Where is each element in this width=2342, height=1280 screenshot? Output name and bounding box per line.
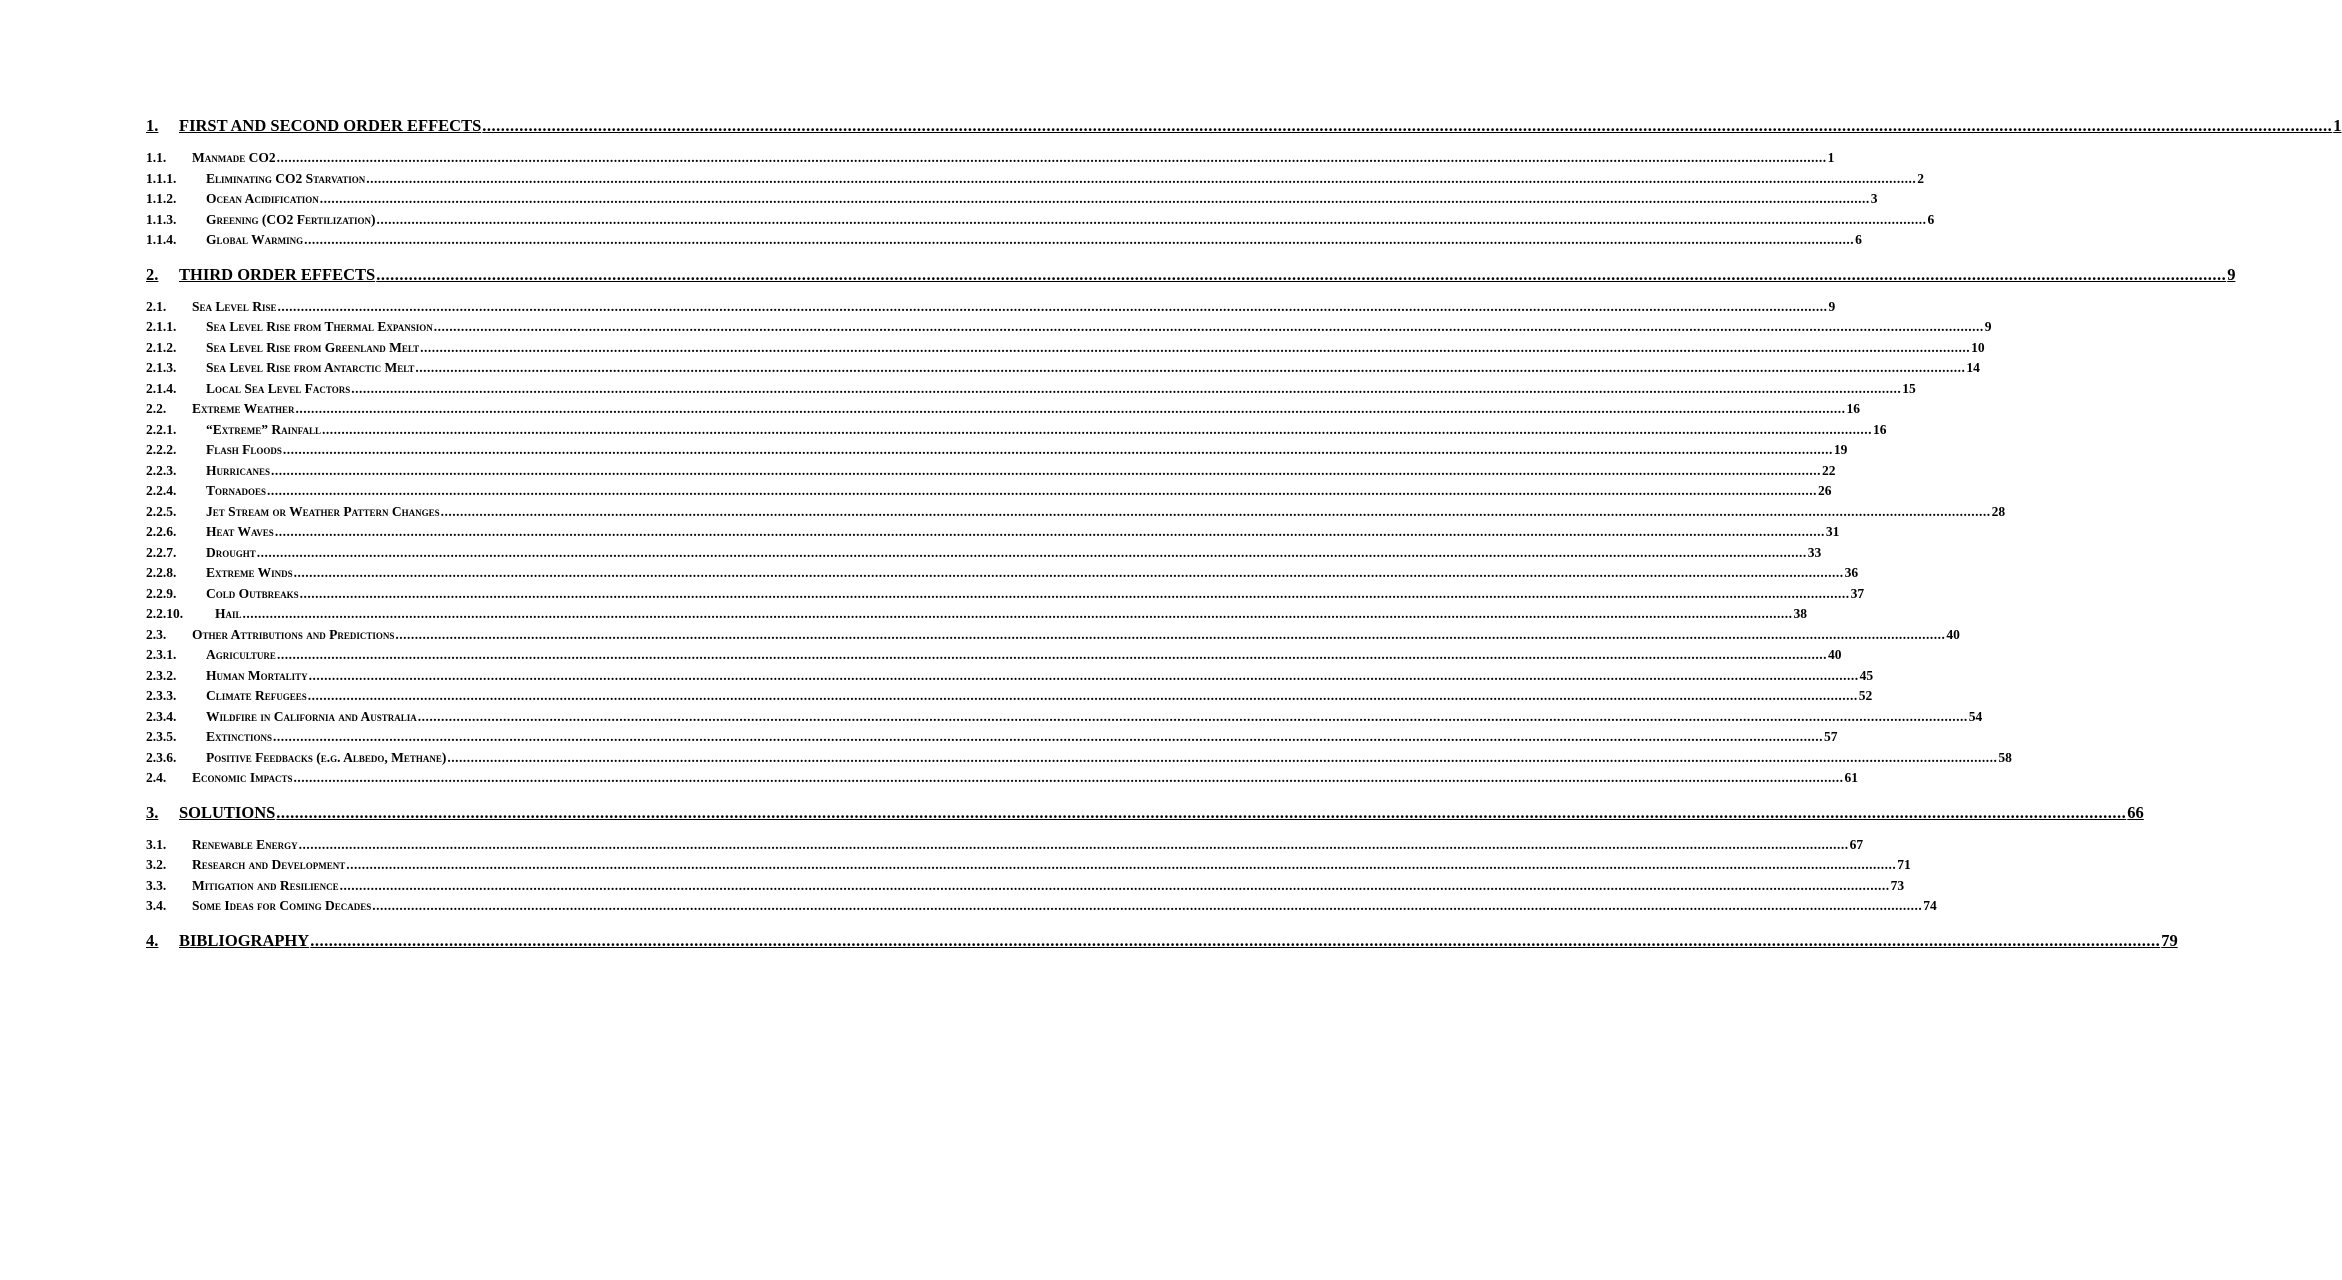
entry-title: Eliminating CO2 Starvation <box>206 170 366 186</box>
entry-title: Ocean Acidification <box>206 191 319 206</box>
toc-entry[interactable] <box>146 461 1836 482</box>
page-number: 36 <box>1844 565 1859 580</box>
page-number: 40 <box>1827 647 1842 662</box>
toc-entry[interactable] <box>146 876 1905 897</box>
entry-number: 2.1.2. <box>146 339 177 355</box>
entry-number: 2.1.3. <box>146 360 177 375</box>
toc-entry[interactable] <box>146 420 1887 441</box>
toc-entry[interactable] <box>146 707 1983 728</box>
toc-entry[interactable] <box>146 604 1808 625</box>
entry-title: Tornadoes <box>206 483 267 498</box>
entry-number: 2.2. <box>146 401 167 416</box>
page-number: 6 <box>1855 232 1862 247</box>
entry-title: Manmade CO2 <box>192 150 276 165</box>
table-of-contents <box>146 116 2342 955</box>
entry-number: 2.3.5. <box>146 729 177 744</box>
dot-leader: ................................................................................................................................................................................................................................................................................................................................................................................................................ <box>319 191 1870 206</box>
entry-number: 2.2.10. <box>146 606 184 621</box>
entry-title: Some Ideas for Coming Decades <box>192 898 372 913</box>
toc-entry[interactable] <box>146 896 1937 917</box>
dot-leader: ................................................................................................................................................................................................................................................................................................................................................................................................................ <box>276 150 1827 165</box>
page-number: 54 <box>1968 708 1983 724</box>
entry-title: Heat Waves <box>206 524 274 539</box>
page-number: 45 <box>1859 667 1874 683</box>
dot-leader: ................................................................................................................................................................................................................................................................................................................................................................................................................ <box>433 319 1984 334</box>
dot-leader: ................................................................................................................................................................................................................................................................................................................................................................................................................ <box>482 116 2333 135</box>
page-number: 26 <box>1818 483 1832 498</box>
entry-number: 2.3.6. <box>146 749 177 765</box>
dot-leader: ................................................................................................................................................................................................................................................................................................................................................................................................................ <box>304 232 1855 247</box>
toc-entry[interactable] <box>146 210 1935 231</box>
page-number: 61 <box>1844 770 1858 785</box>
entry-number: 2.3.3. <box>146 688 177 703</box>
toc-entry[interactable] <box>146 563 1859 584</box>
page-number: 73 <box>1890 877 1905 893</box>
page-number: 37 <box>1850 585 1865 601</box>
entry-number: 3.1. <box>146 836 167 852</box>
entry-number: 2.3.2. <box>146 667 177 683</box>
page-number: 66 <box>2127 802 2144 822</box>
page-number: 71 <box>1897 857 1911 872</box>
toc-entry[interactable] <box>146 399 1860 420</box>
toc-entry[interactable] <box>146 379 1916 400</box>
entry-title: Jet Stream or Weather Pattern Changes <box>206 503 440 519</box>
dot-leader: ................................................................................................................................................................................................................................................................................................................................................................................................................ <box>420 339 1971 355</box>
page-number: 10 <box>1971 339 1985 355</box>
page-number: 9 <box>2227 264 2236 284</box>
toc-entry[interactable] <box>146 727 1838 748</box>
entry-title: Other Attributions and Predictions <box>192 626 395 642</box>
page-number: 22 <box>1822 462 1836 478</box>
dot-leader: ................................................................................................................................................................................................................................................................................................................................................................................................................ <box>299 585 1850 601</box>
toc-entry[interactable] <box>146 189 1878 210</box>
entry-number: 2.1.4. <box>146 380 177 396</box>
dot-leader: ................................................................................................................................................................................................................................................................................................................................................................................................................ <box>307 688 1858 703</box>
page-number: 15 <box>1902 380 1916 396</box>
toc-entry[interactable] <box>146 338 1985 359</box>
page-number: 40 <box>1946 626 1960 642</box>
toc-entry[interactable] <box>146 169 1925 190</box>
section-title: THIRD ORDER EFFECTS <box>179 264 376 284</box>
entry-title: Mitigation and Resilience <box>192 877 339 893</box>
dot-leader: ................................................................................................................................................................................................................................................................................................................................................................................................................ <box>293 770 1844 785</box>
dot-leader: ................................................................................................................................................................................................................................................................................................................................................................................................................ <box>310 930 2161 950</box>
dot-leader: ................................................................................................................................................................................................................................................................................................................................................................................................................ <box>276 647 1827 662</box>
entry-title: Extinctions <box>206 729 273 744</box>
dot-leader: ................................................................................................................................................................................................................................................................................................................................................................................................................ <box>242 606 1793 621</box>
page-number: 19 <box>1833 442 1848 457</box>
toc-section-heading[interactable] <box>146 802 2144 827</box>
toc-entry[interactable] <box>146 148 1835 169</box>
entry-title: Positive Feedbacks (e.g. Albedo, Methane) <box>206 749 447 765</box>
entry-number: 2.2.3. <box>146 462 177 478</box>
toc-entry[interactable] <box>146 522 1840 543</box>
entry-number: 2.2.6. <box>146 524 177 539</box>
page-number: 38 <box>1793 606 1808 621</box>
toc-entry[interactable] <box>146 584 1865 605</box>
dot-leader: ................................................................................................................................................................................................................................................................................................................................................................................................................ <box>339 877 1890 893</box>
entry-number: 2.1.1. <box>146 319 177 334</box>
page-number: 67 <box>1849 836 1864 852</box>
entry-title: Cold Outbreaks <box>206 585 299 601</box>
dot-leader: ................................................................................................................................................................................................................................................................................................................................................................................................................ <box>372 898 1923 913</box>
page-number: 9 <box>1828 298 1836 314</box>
section-title: BIBLIOGRAPHY <box>179 930 310 950</box>
entry-number: 2.3. <box>146 626 167 642</box>
dot-leader: ................................................................................................................................................................................................................................................................................................................................................................................................................ <box>351 380 1902 396</box>
page-number: 14 <box>1966 360 1980 375</box>
toc-entry[interactable] <box>146 481 1832 502</box>
toc-entry[interactable] <box>146 855 1911 876</box>
toc-entry[interactable] <box>146 748 2012 769</box>
entry-number: 2.4. <box>146 770 167 785</box>
toc-entry[interactable] <box>146 768 1858 789</box>
toc-entry[interactable] <box>146 502 2006 523</box>
entry-title: Sea Level Rise from Greenland Melt <box>206 339 420 355</box>
page-number: 6 <box>1927 211 1935 227</box>
toc-entry[interactable] <box>146 835 1864 856</box>
entry-title: Flash Floods <box>206 442 282 457</box>
entry-number: 2.2.5. <box>146 503 177 519</box>
dot-leader: ................................................................................................................................................................................................................................................................................................................................................................................................................ <box>256 544 1807 560</box>
dot-leader: ................................................................................................................................................................................................................................................................................................................................................................................................................ <box>267 483 1818 498</box>
toc-section-heading[interactable] <box>146 930 2178 955</box>
toc-entry[interactable] <box>146 625 1960 646</box>
dot-leader: ................................................................................................................................................................................................................................................................................................................................................................................................................ <box>273 729 1824 744</box>
entry-title: Hail <box>215 606 242 621</box>
dot-leader: ................................................................................................................................................................................................................................................................................................................................................................................................................ <box>308 667 1859 683</box>
page-number: 16 <box>1872 421 1887 437</box>
section-title: SOLUTIONS <box>179 802 276 822</box>
dot-leader: ................................................................................................................................................................................................................................................................................................................................................................................................................ <box>417 708 1968 724</box>
entry-title: Renewable Energy <box>192 836 298 852</box>
section-number: 1. <box>146 116 159 135</box>
page-number: 16 <box>1846 401 1860 416</box>
page-number: 79 <box>2161 930 2178 950</box>
entry-title: Human Mortality <box>206 667 308 683</box>
dot-leader: ................................................................................................................................................................................................................................................................................................................................................................................................................ <box>277 298 1828 314</box>
page-number: 57 <box>1824 729 1838 744</box>
entry-title: Extreme Weather <box>192 401 295 416</box>
page-number: 52 <box>1858 688 1873 703</box>
entry-number: 1.1.3. <box>146 211 177 227</box>
page-number: 28 <box>1991 503 2006 519</box>
entry-title: Drought <box>206 544 256 560</box>
dot-leader: ................................................................................................................................................................................................................................................................................................................................................................................................................ <box>298 836 1849 852</box>
entry-title: Local Sea Level Factors <box>206 380 351 396</box>
entry-number: 1.1.1. <box>146 170 177 186</box>
entry-title: Climate Refugees <box>206 688 307 703</box>
entry-number: 2.3.4. <box>146 708 177 724</box>
toc-entry[interactable] <box>146 686 1873 707</box>
entry-number: 2.2.4. <box>146 483 177 498</box>
dot-leader: ................................................................................................................................................................................................................................................................................................................................................................................................................ <box>274 524 1825 539</box>
page-number: 2 <box>1917 170 1925 186</box>
dot-leader: ................................................................................................................................................................................................................................................................................................................................................................................................................ <box>376 211 1927 227</box>
entry-title: Extreme Winds <box>206 565 293 580</box>
dot-leader: ................................................................................................................................................................................................................................................................................................................................................................................................................ <box>295 401 1846 416</box>
entry-title: Wildfire in California and Australia <box>206 708 417 724</box>
entry-number: 2.2.7. <box>146 544 177 560</box>
entry-title: Agriculture <box>206 647 276 662</box>
section-number: 3. <box>146 802 159 822</box>
entry-number: 2.2.2. <box>146 442 177 457</box>
entry-title: Sea Level Rise from Antarctic Melt <box>206 360 415 375</box>
dot-leader: ................................................................................................................................................................................................................................................................................................................................................................................................................ <box>271 462 1822 478</box>
section-number: 4. <box>146 930 159 950</box>
dot-leader: ................................................................................................................................................................................................................................................................................................................................................................................................................ <box>440 503 1991 519</box>
dot-leader: ................................................................................................................................................................................................................................................................................................................................................................................................................ <box>395 626 1946 642</box>
page-number: 33 <box>1807 544 1822 560</box>
toc-entry[interactable] <box>146 645 1842 666</box>
dot-leader: ................................................................................................................................................................................................................................................................................................................................................................................................................ <box>321 421 1872 437</box>
toc-entry[interactable] <box>146 358 1980 379</box>
entry-title: “Extreme” Rainfall <box>206 421 321 437</box>
entry-number: 2.2.9. <box>146 585 177 601</box>
page-number: 9 <box>1984 319 1992 334</box>
dot-leader: ................................................................................................................................................................................................................................................................................................................................................................................................................ <box>376 264 2227 284</box>
entry-number: 2.1. <box>146 298 167 314</box>
entry-number: 1.1.4. <box>146 232 177 247</box>
toc-entry[interactable] <box>146 297 1836 318</box>
toc-section-heading[interactable] <box>146 116 2342 140</box>
section-number: 2. <box>146 264 159 284</box>
section-title: FIRST AND SECOND ORDER EFFECTS <box>179 116 482 135</box>
dot-leader: ................................................................................................................................................................................................................................................................................................................................................................................................................ <box>346 857 1897 872</box>
entry-title: Research and Development <box>192 857 346 872</box>
entry-number: 3.2. <box>146 857 167 872</box>
entry-title: Economic Impacts <box>192 770 293 785</box>
toc-entry[interactable] <box>146 317 1992 338</box>
toc-entry[interactable] <box>146 230 1862 251</box>
dot-leader: ................................................................................................................................................................................................................................................................................................................................................................................................................ <box>293 565 1844 580</box>
toc-entry[interactable] <box>146 666 1874 687</box>
entry-number: 1.1.2. <box>146 191 177 206</box>
page-number: 58 <box>1998 749 2012 765</box>
page-number: 3 <box>1870 191 1878 206</box>
toc-entry[interactable] <box>146 543 1822 564</box>
entry-title: Sea Level Rise from Thermal Expansion <box>206 319 433 334</box>
dot-leader: ................................................................................................................................................................................................................................................................................................................................................................................................................ <box>276 802 2127 822</box>
page-number: 74 <box>1923 898 1937 913</box>
toc-section-heading[interactable] <box>146 264 2236 289</box>
entry-title: Hurricanes <box>206 462 271 478</box>
entry-title: Greening (CO2 Fertilization) <box>206 211 376 227</box>
page-number: 31 <box>1825 524 1840 539</box>
entry-number: 3.3. <box>146 877 167 893</box>
dot-leader: ................................................................................................................................................................................................................................................................................................................................................................................................................ <box>366 170 1917 186</box>
entry-number: 2.2.1. <box>146 421 177 437</box>
page-number: 1 <box>1827 150 1835 165</box>
page-number: 1 <box>2333 116 2342 135</box>
toc-entry[interactable] <box>146 440 1848 461</box>
entry-title: Sea Level Rise <box>192 298 277 314</box>
dot-leader: ................................................................................................................................................................................................................................................................................................................................................................................................................ <box>447 749 1998 765</box>
entry-number: 2.3.1. <box>146 647 177 662</box>
entry-number: 2.2.8. <box>146 565 177 580</box>
entry-number: 1.1. <box>146 150 167 165</box>
entry-number: 3.4. <box>146 898 167 913</box>
dot-leader: ................................................................................................................................................................................................................................................................................................................................................................................................................ <box>415 360 1966 375</box>
dot-leader: ................................................................................................................................................................................................................................................................................................................................................................................................................ <box>282 442 1833 457</box>
entry-title: Global Warming <box>206 232 304 247</box>
